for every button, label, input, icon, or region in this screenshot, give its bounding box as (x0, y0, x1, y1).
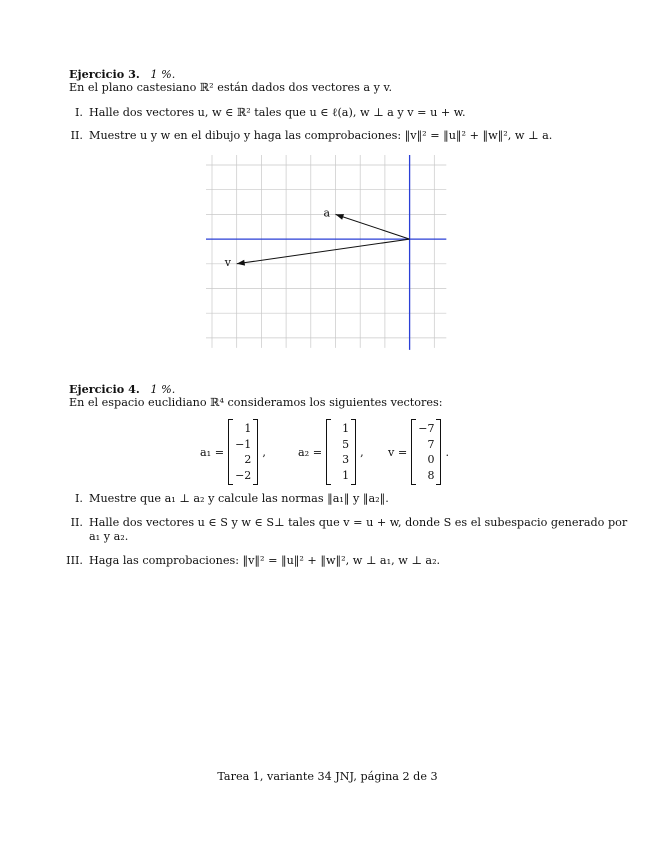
item-number: I. (75, 492, 83, 505)
vector-entry: 0 (427, 453, 435, 466)
vector-entry: −1 (235, 437, 252, 451)
column-vector (326, 419, 356, 485)
vector-entry: 1 (342, 468, 350, 482)
item-text: Muestre que a₁ ⊥ a₂ y calcule las normas ‖a₁‖ y ‖a₂‖. (89, 492, 389, 505)
vector-label: v = (388, 445, 408, 459)
vector-a-arrowhead (336, 214, 345, 220)
vector-figure (200, 155, 455, 355)
vector-label: a₂ = (298, 445, 323, 459)
vector-v-arrowhead (237, 260, 245, 266)
exercise3-points: 1 %. (150, 68, 176, 81)
vector-entry: −7 (418, 422, 435, 435)
exercise4-item-2-continuation: a₁ y a₂. (89, 530, 129, 543)
vector-entry: 5 (342, 437, 350, 451)
vector-label: a₁ = (200, 445, 225, 459)
exercise3-heading (69, 67, 175, 82)
exercise4-item-3 (59, 554, 440, 568)
item-number: II. (70, 516, 83, 529)
vector-a1 (200, 419, 266, 485)
vector-v (388, 419, 449, 485)
exercise4-item-2 (59, 516, 627, 530)
exercise3-intro: En el plano castesiano ℝ² están dados dos vectores a y v. (69, 81, 393, 94)
vector-v-line (237, 239, 410, 264)
vector-entry: −2 (235, 468, 252, 482)
vector-v-label: v (224, 255, 231, 269)
exercise4-points: 1 %. (150, 383, 176, 396)
exercise3-item-1 (59, 106, 466, 120)
vector-entry: 7 (427, 437, 435, 451)
vector-entry: 1 (342, 422, 350, 435)
separator: . (445, 445, 450, 459)
item-number: I. (75, 106, 83, 119)
column-vector (228, 419, 258, 485)
vector-a2 (298, 419, 364, 485)
exercise4-title: Ejercicio 4. (69, 382, 140, 396)
separator: , (262, 445, 266, 459)
item-text: Halle dos vectores u ∈ S y w ∈ S⊥ tales que v = u + w, donde S es el subespacio generado por (89, 516, 628, 529)
vector-entry: 3 (342, 453, 350, 466)
vector-entry: 1 (244, 422, 252, 435)
exercise4-heading (69, 382, 175, 397)
item-text: Muestre u y w en el dibujo y haga las comprobaciones: ‖v‖² = ‖u‖² + ‖w‖², w ⊥ a. (89, 129, 553, 142)
separator: , (360, 445, 364, 459)
exercise3-title: Ejercicio 3. (69, 67, 140, 81)
vector-a-label: a (323, 206, 331, 220)
column-vector (411, 419, 441, 485)
exercise3-item-2 (59, 129, 552, 143)
exercise4-item-1 (59, 492, 389, 506)
vector-entry: 8 (427, 468, 435, 482)
vector-a-line (336, 214, 410, 239)
item-number: II. (70, 129, 83, 142)
axes (206, 155, 446, 350)
vector-entry: 2 (244, 453, 252, 466)
item-text: Halle dos vectores u, w ∈ ℝ² tales que u ∈ ℓ(a), w ⊥ a y v = u + w. (89, 106, 466, 119)
page-footer: Tarea 1, variante 34 JNJ, página 2 de 3 (217, 770, 438, 783)
item-text: Haga las comprobaciones: ‖v‖² = ‖u‖² + ‖w‖², w ⊥ a₁, w ⊥ a₂. (89, 554, 441, 567)
exercise4-intro: En el espacio euclidiano ℝ⁴ consideramos los siguientes vectores: (69, 396, 443, 409)
item-number: III. (66, 554, 83, 567)
vectors (224, 206, 410, 268)
